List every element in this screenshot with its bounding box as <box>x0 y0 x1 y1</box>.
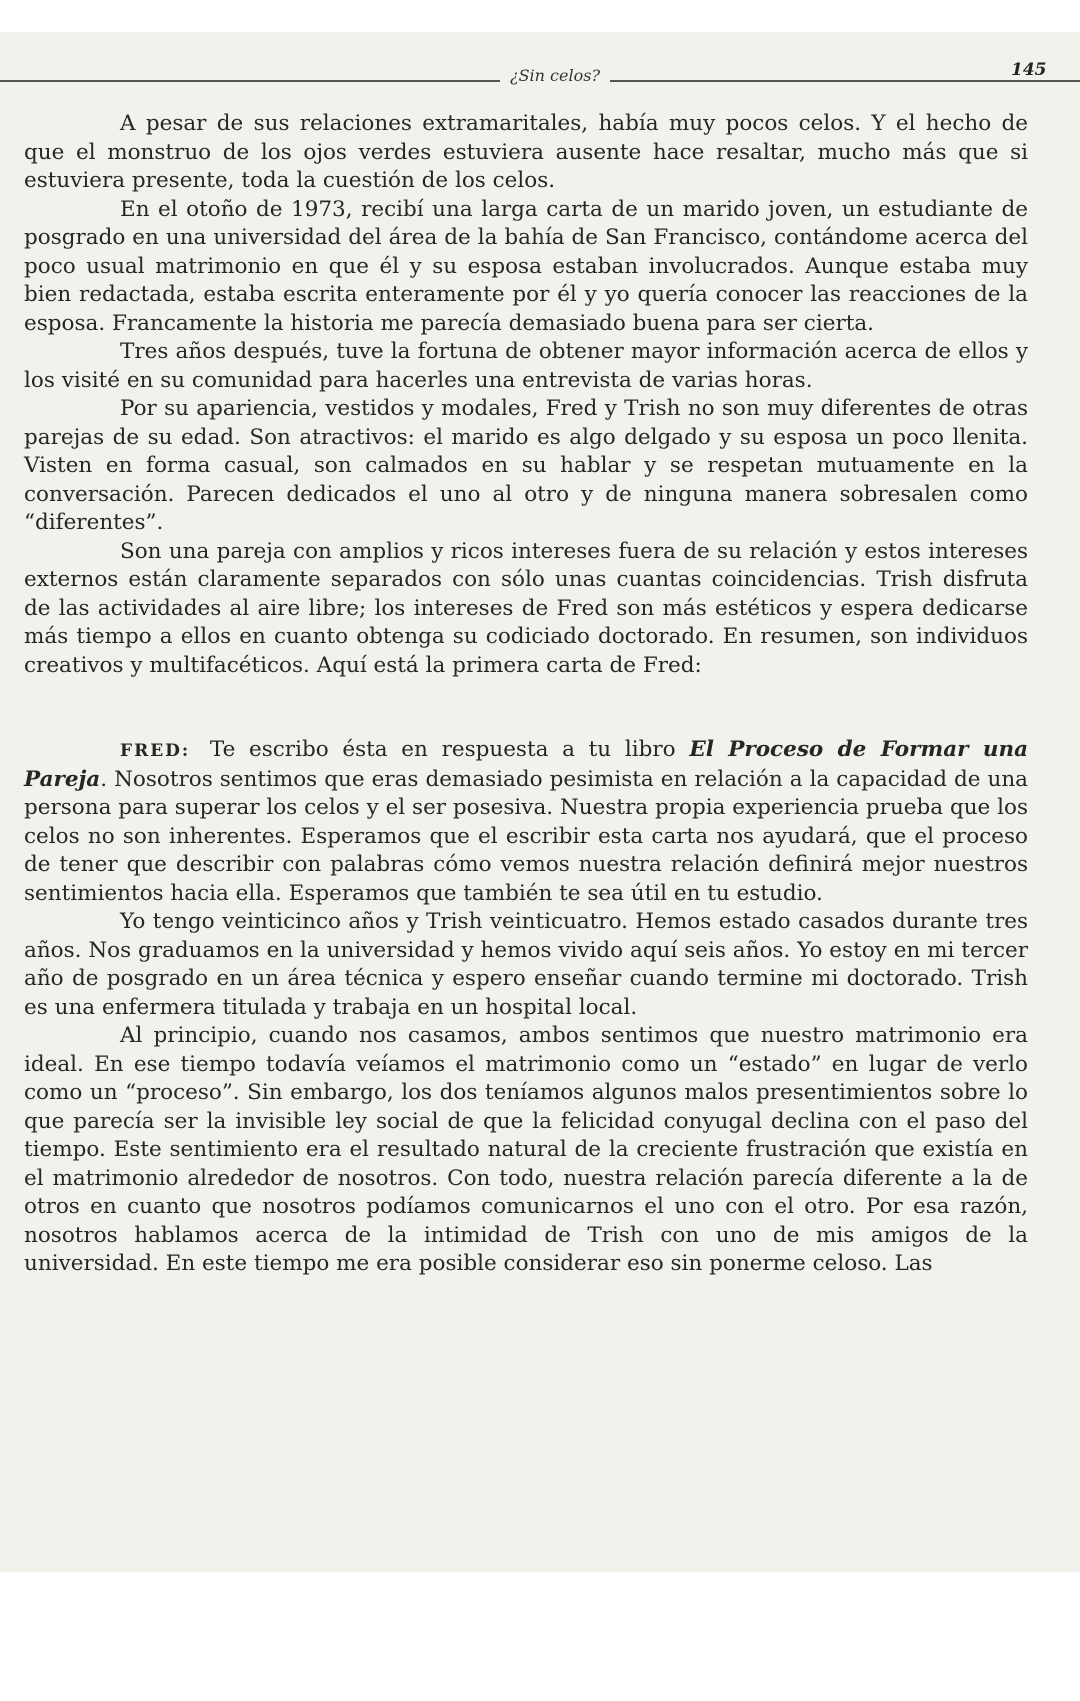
section-gap <box>24 680 1028 736</box>
paragraph: En el otoño de 1973, recibí una larga carta de un marido joven, un estudiante de posgrado en una universidad del área de la bahía de San Francisco, contándome acerca del poco usual matrimonio en que él y su esposa estaban involucrados. Aunque estaba muy bien redactada, estaba escrita enteramente por él y yo quería conocer las reacciones de la esposa. Francamente la historia me parecía demasiado buena para ser cierta. <box>24 196 1028 336</box>
body-text <box>24 110 1028 1279</box>
paragraph: Tres años después, tuve la fortuna de obtener mayor información acerca de ellos y los visité en su comunidad para hacerles una entrevista de varias horas. <box>24 339 1028 393</box>
page-number: 145 <box>1005 60 1053 80</box>
paragraph: A pesar de sus relaciones extramaritales, había muy pocos celos. Y el hecho de que el monstruo de los ojos verdes estuviera ausente hace resaltar, mucho más que si estuviera presente, toda la cuestión de los celos. <box>24 111 1028 193</box>
letter-paragraph: Al principio, cuando nos casamos, ambos sentimos que nuestro matrimonio era ideal. En ese tiempo todavía veíamos el matrimonio como un “estado” en lugar de verlo como un “proceso”. Sin embargo, los dos teníamos algunos malos presentimientos sobre lo que parecía ser la invisible ley social de que la felicidad conyugal declina con el paso del tiempo. Este sentimiento era el resultado natural de la creciente frustración que existía en el matrimonio alrededor de nosotros. Con todo, nuestra relación parecía diferente a la de otros en cuanto que nosotros podíamos comunicarnos el uno con el otro. Por esa razón, nosotros hablamos acerca de la intimidad de Trish con uno de mis amigos de la universidad. En este tiempo me era posible considerar eso sin ponerme celoso. Las <box>24 1023 1028 1276</box>
paragraph: Por su apariencia, vestidos y modales, Fred y Trish no son muy diferentes de otras parejas de su edad. Son atractivos: el marido es algo delgado y su esposa un poco llenita. Visten en forma casual, son calmados en su hablar y se respetan mutuamente en la conversación. Parecen dedicados el uno al otro y de ninguna manera sobresalen como “diferentes”. <box>24 396 1028 535</box>
letter-opening <box>24 736 1028 908</box>
paragraph: Son una pareja con amplios y ricos intereses fuera de su relación y estos intereses externos están claramente separados con sólo unas cuantas coincidencias. Trish disfruta de las actividades al aire libre; los intereses de Fred son más estéticos y espera dedicarse más tiempo a ellos en cuanto obtenga su codiciado doctorado. En resumen, son individuos creativos y multifacéticos. Aquí está la primera carta de Fred: <box>24 538 1028 678</box>
page-header <box>0 60 1080 100</box>
letter-intro: Te escribo ésta en respuesta a tu libro <box>209 737 676 762</box>
letter-rest: . Nosotros sentimos que eras demasiado pesimista en relación a la capacidad de una persona para superar los celos y el ser posesiva. Nuestra propia experiencia prueba que los celos no son inherentes. Esperamos que el escribir esta carta nos ayudará, que el proceso de tener que describir con palabras cómo vemos nuestra relación definirá mejor nuestros sentimientos hacia ella. Esperamos que también te sea útil en tu estudio. <box>24 766 1028 906</box>
running-head: ¿Sin celos? <box>500 66 610 85</box>
book-title: El Proceso de Formar una Pareja <box>24 737 1029 792</box>
speaker-label: FRED: <box>120 741 191 761</box>
letter-paragraph: Yo tengo veinticinco años y Trish veinticuatro. Hemos estado casados durante tres años. Nos graduamos en la universidad y hemos vivido aquí seis años. Yo estoy en mi tercer año de posgrado en un área técnica y espero enseñar cuando termine mi doctorado. Trish es una enfermera titulada y trabaja en un hospital local. <box>24 909 1028 1020</box>
